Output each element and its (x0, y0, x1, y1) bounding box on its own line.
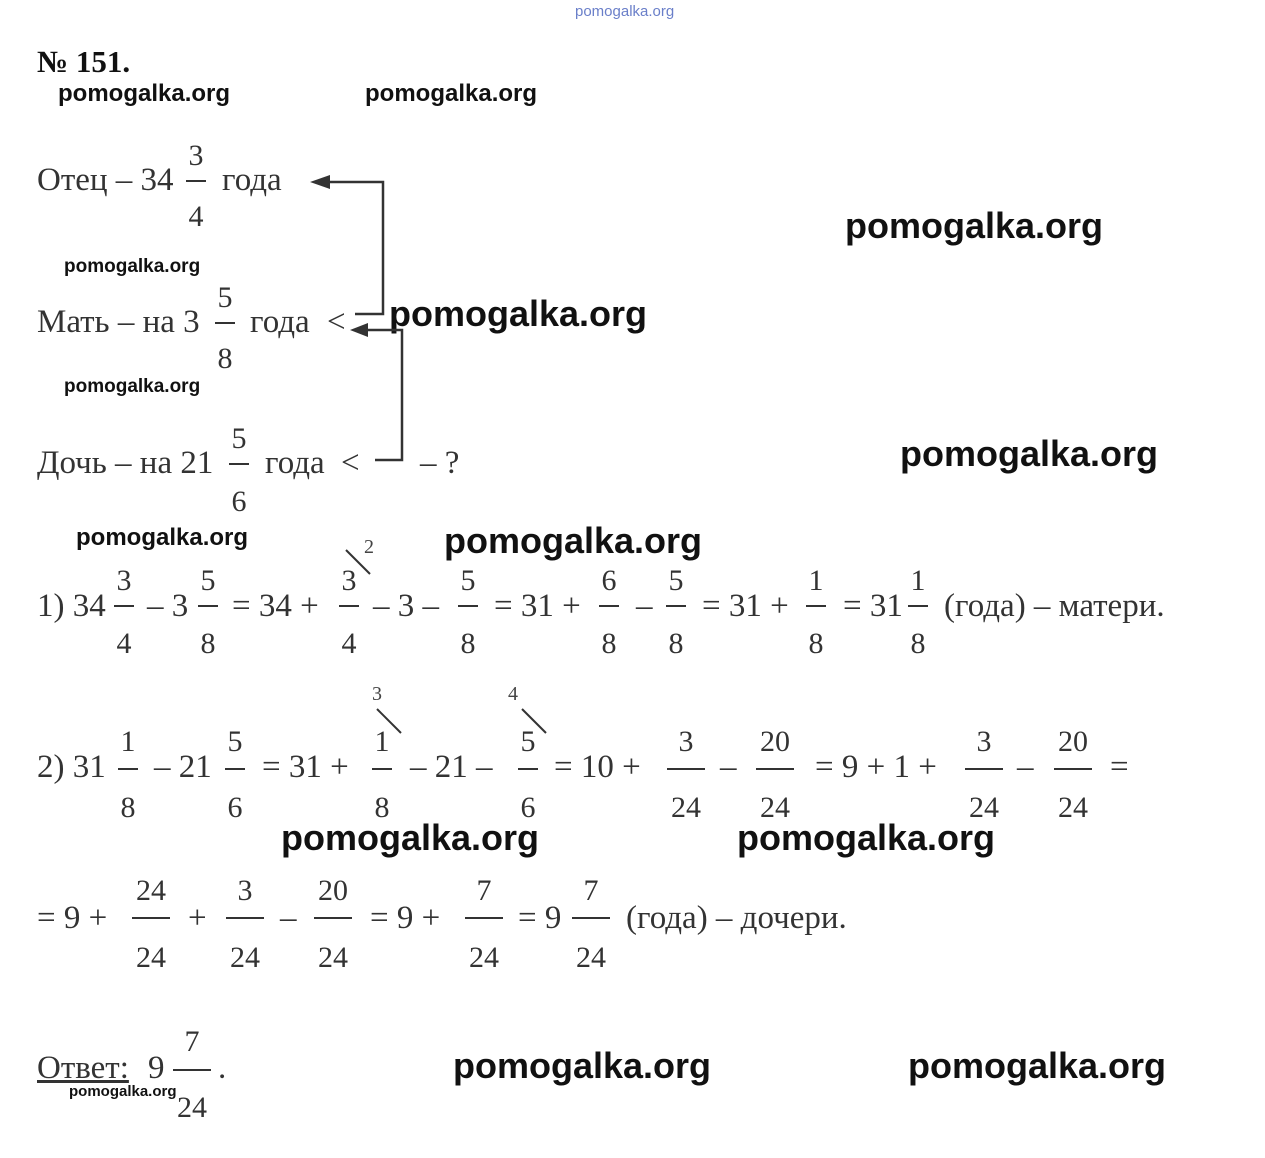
step3-op: + (188, 900, 207, 936)
answer-num: 7 (184, 1025, 200, 1058)
fraction-bar (667, 768, 705, 770)
fraction-den: 8 (910, 627, 926, 660)
fraction-num: 5 (460, 564, 476, 597)
fraction-bar (965, 768, 1003, 770)
fraction-den: 8 (200, 627, 216, 660)
mother-label: Мать – на 3 (37, 304, 200, 340)
step2-prefix: 2) 31 (37, 749, 106, 785)
fraction-num: 7 (476, 874, 492, 907)
fraction-bar (372, 768, 392, 770)
fraction-den: 24 (318, 941, 348, 974)
fraction-num: 1 (808, 564, 824, 597)
fraction-den: 6 (227, 791, 243, 824)
fraction-num: 3 (116, 564, 132, 597)
fraction-bar (225, 768, 245, 770)
fraction-den: 24 (469, 941, 499, 974)
fraction-bar (132, 917, 170, 919)
fraction-num: 24 (136, 874, 166, 907)
watermark: pomogalka.org (64, 376, 201, 397)
daughter-unit: года (265, 445, 325, 481)
watermark: pomogalka.org (389, 293, 648, 334)
fraction-bar (226, 917, 264, 919)
fraction-den: 8 (668, 627, 684, 660)
step1-op: = 31 + (494, 588, 581, 624)
daughter-num: 5 (231, 422, 247, 455)
fraction-num: 5 (227, 725, 243, 758)
fraction-num: 1 (910, 564, 926, 597)
watermark: pomogalka.org (58, 80, 231, 107)
step2-mark: 4 (508, 683, 518, 705)
fraction-bar (198, 605, 218, 607)
answer-end: . (218, 1050, 227, 1086)
fraction-bar (518, 768, 538, 770)
father-unit: года (222, 162, 282, 198)
watermark: pomogalka.org (76, 524, 249, 551)
mother-sign: < (327, 304, 346, 340)
fraction-num: 3 (341, 564, 357, 597)
fraction-den: 8 (601, 627, 617, 660)
fraction-bar (118, 768, 138, 770)
watermark: pomogalka.org (737, 817, 996, 858)
step1-tail: (года) – матери. (944, 588, 1165, 624)
step2-op: – (720, 749, 737, 785)
fraction-den: 24 (671, 791, 701, 824)
watermark: pomogalka.org (900, 433, 1159, 474)
fraction-bar (114, 605, 134, 607)
fraction-bar (756, 768, 794, 770)
daughter-question: – ? (420, 445, 460, 481)
mother-den: 8 (217, 342, 233, 375)
step1-mark: 2 (364, 536, 374, 558)
daughter-label: Дочь – на 21 (37, 445, 214, 481)
father-num: 3 (188, 139, 204, 172)
step1-op: = 31 + (702, 588, 789, 624)
step3-op: = 9 + (370, 900, 441, 936)
answer-whole: 9 (148, 1050, 165, 1086)
step3-op: = 9 (518, 900, 562, 936)
fraction-den: 24 (1058, 791, 1088, 824)
fraction-num: 5 (200, 564, 216, 597)
fraction-num: 6 (601, 564, 617, 597)
fraction-den: 4 (116, 627, 132, 660)
watermark: pomogalka.org (453, 1045, 712, 1086)
step1-op: = 34 + (232, 588, 319, 624)
step3-op: – (280, 900, 297, 936)
step2-op: = 9 + 1 + (815, 749, 937, 785)
father-den: 4 (188, 200, 204, 233)
fraction-den: 24 (576, 941, 606, 974)
answer-label: Ответ: (37, 1050, 129, 1086)
step2-op: – 21 – (410, 749, 493, 785)
fraction-bar (314, 917, 352, 919)
daughter-sign: < (341, 445, 360, 481)
problem-number: № 151. (37, 44, 131, 79)
fraction-num: 3 (976, 725, 992, 758)
watermark: pomogalka.org (365, 80, 538, 107)
fraction-bar (173, 1069, 211, 1071)
fraction-den: 24 (969, 791, 999, 824)
fraction-den: 8 (374, 791, 390, 824)
fraction-bar (465, 917, 503, 919)
fraction-bar (806, 605, 826, 607)
fraction-num: 20 (1058, 725, 1088, 758)
answer-den: 24 (177, 1091, 207, 1124)
fraction-den: 6 (520, 791, 536, 824)
step1-op: – 3 (147, 588, 189, 624)
watermark: pomogalka.org (64, 256, 201, 277)
mother-num: 5 (217, 281, 233, 314)
fraction-num: 5 (668, 564, 684, 597)
fraction-den: 8 (808, 627, 824, 660)
fraction-den: 24 (760, 791, 790, 824)
watermark: pomogalka.org (69, 1083, 177, 1100)
step3-op: = 9 + (37, 900, 108, 936)
step2-op: – (1017, 749, 1034, 785)
step2-op: = (1110, 749, 1129, 785)
step2-mark: 3 (372, 683, 382, 705)
watermark: pomogalka.org (444, 520, 703, 561)
fraction-den: 4 (341, 627, 357, 660)
fraction-bar (908, 605, 928, 607)
daughter-den: 6 (231, 485, 247, 518)
step3-tail: (года) – дочери. (626, 900, 847, 936)
watermark: pomogalka.org (845, 205, 1104, 246)
fraction-bar (599, 605, 619, 607)
watermark: pomogalka.org (281, 817, 540, 858)
fraction-num: 20 (760, 725, 790, 758)
fraction-num: 1 (374, 725, 390, 758)
step2-op: = 31 + (262, 749, 349, 785)
fraction-bar (1054, 768, 1092, 770)
step2-op: = 10 + (554, 749, 641, 785)
fraction-num: 5 (520, 725, 536, 758)
fraction-den: 24 (136, 941, 166, 974)
father-label: Отец – 34 (37, 162, 174, 198)
fraction-num: 7 (583, 874, 599, 907)
watermark: pomogalka.org (908, 1045, 1167, 1086)
fraction-bar (339, 605, 359, 607)
fraction-num: 1 (120, 725, 136, 758)
step1-prefix: 1) 34 (37, 588, 106, 624)
fraction-den: 24 (230, 941, 260, 974)
step1-op: – 3 – (373, 588, 439, 624)
step1-op: = 31 (843, 588, 903, 624)
step2-op: – 21 (154, 749, 212, 785)
fraction-bar (572, 917, 610, 919)
watermark-top: pomogalka.org (575, 3, 675, 20)
mother-unit: года (250, 304, 310, 340)
fraction-num: 3 (678, 725, 694, 758)
step1-op: – (636, 588, 653, 624)
fraction-bar (666, 605, 686, 607)
fraction-num: 20 (318, 874, 348, 907)
fraction-den: 8 (460, 627, 476, 660)
fraction-bar (458, 605, 478, 607)
fraction-den: 8 (120, 791, 136, 824)
fraction-num: 3 (237, 874, 253, 907)
